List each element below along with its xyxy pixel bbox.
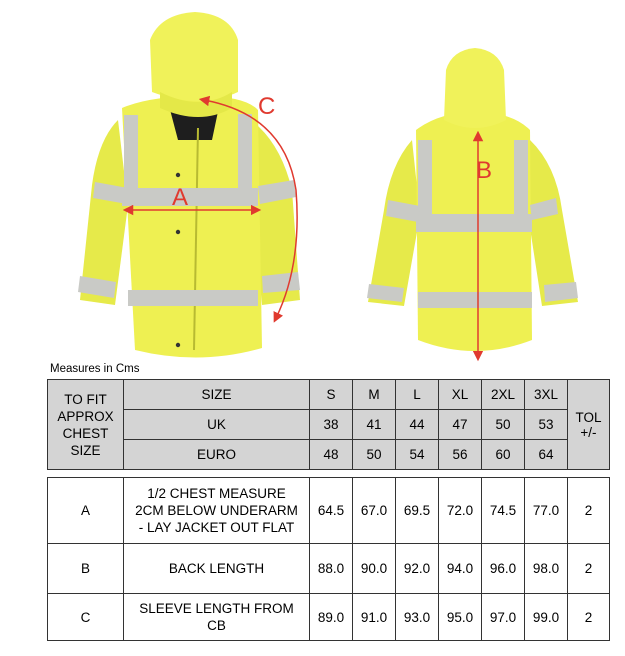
measure-code: C [48, 594, 124, 641]
uk-size-cell: 47 [439, 410, 482, 440]
size-header-label: SIZE [124, 380, 310, 410]
size-chart-table [47, 379, 610, 641]
measure-value: 77.0 [525, 478, 568, 543]
table-spacer [48, 470, 610, 478]
measure-value: 93.0 [396, 594, 439, 641]
measure-value: 92.0 [396, 543, 439, 594]
measure-value: 90.0 [353, 543, 396, 594]
euro-size-cell: 48 [310, 440, 353, 470]
euro-size-cell: 54 [396, 440, 439, 470]
measure-value: 96.0 [482, 543, 525, 594]
size-cell: S [310, 380, 353, 410]
size-cell: M [353, 380, 396, 410]
measure-value: 95.0 [439, 594, 482, 641]
measure-value: 69.5 [396, 478, 439, 543]
tolerance-value: 2 [568, 594, 610, 641]
measure-value: 67.0 [353, 478, 396, 543]
uk-size-cell: 38 [310, 410, 353, 440]
uk-size-cell: 41 [353, 410, 396, 440]
euro-size-cell: 60 [482, 440, 525, 470]
uk-size-cell: 53 [525, 410, 568, 440]
size-cell: L [396, 380, 439, 410]
jacket-front-image [78, 12, 300, 358]
measure-description: SLEEVE LENGTH FROM CB [124, 594, 310, 641]
size-cell: 3XL [525, 380, 568, 410]
measure-description: BACK LENGTH [124, 543, 310, 594]
back-measure-label: B [476, 157, 493, 184]
uk-size-cell: 44 [396, 410, 439, 440]
table-row [48, 543, 610, 594]
measure-value: 98.0 [525, 543, 568, 594]
measure-value: 97.0 [482, 594, 525, 641]
euro-header-label: EURO [124, 440, 310, 470]
measure-value: 91.0 [353, 594, 396, 641]
measure-code: B [48, 543, 124, 594]
chest-measure-label: A [172, 184, 189, 211]
size-cell: 2XL [482, 380, 525, 410]
tolerance-header: TOL +/- [568, 380, 610, 470]
table-row [48, 478, 610, 543]
uk-header-label: UK [124, 410, 310, 440]
measure-value: 89.0 [310, 594, 353, 641]
euro-size-cell: 50 [353, 440, 396, 470]
sleeve-measure-label: C [258, 93, 276, 120]
measure-value: 94.0 [439, 543, 482, 594]
table-row [48, 594, 610, 641]
measure-value: 64.5 [310, 478, 353, 543]
measure-value: 99.0 [525, 594, 568, 641]
to-fit-chest-header: TO FIT APPROX CHEST SIZE [48, 380, 124, 470]
measure-value: 74.5 [482, 478, 525, 543]
measure-value: 72.0 [439, 478, 482, 543]
euro-size-cell: 56 [439, 440, 482, 470]
euro-size-cell: 64 [525, 440, 568, 470]
measure-code: A [48, 478, 124, 543]
measure-description: 1/2 CHEST MEASURE 2CM BELOW UNDERARM - LAY JACKET OUT FLAT [124, 478, 310, 543]
tolerance-value: 2 [568, 478, 610, 543]
measure-value: 88.0 [310, 543, 353, 594]
units-caption: Measures in Cms [50, 363, 140, 375]
size-cell: XL [439, 380, 482, 410]
jacket-back-image [367, 48, 578, 351]
tolerance-value: 2 [568, 543, 610, 594]
uk-size-cell: 50 [482, 410, 525, 440]
